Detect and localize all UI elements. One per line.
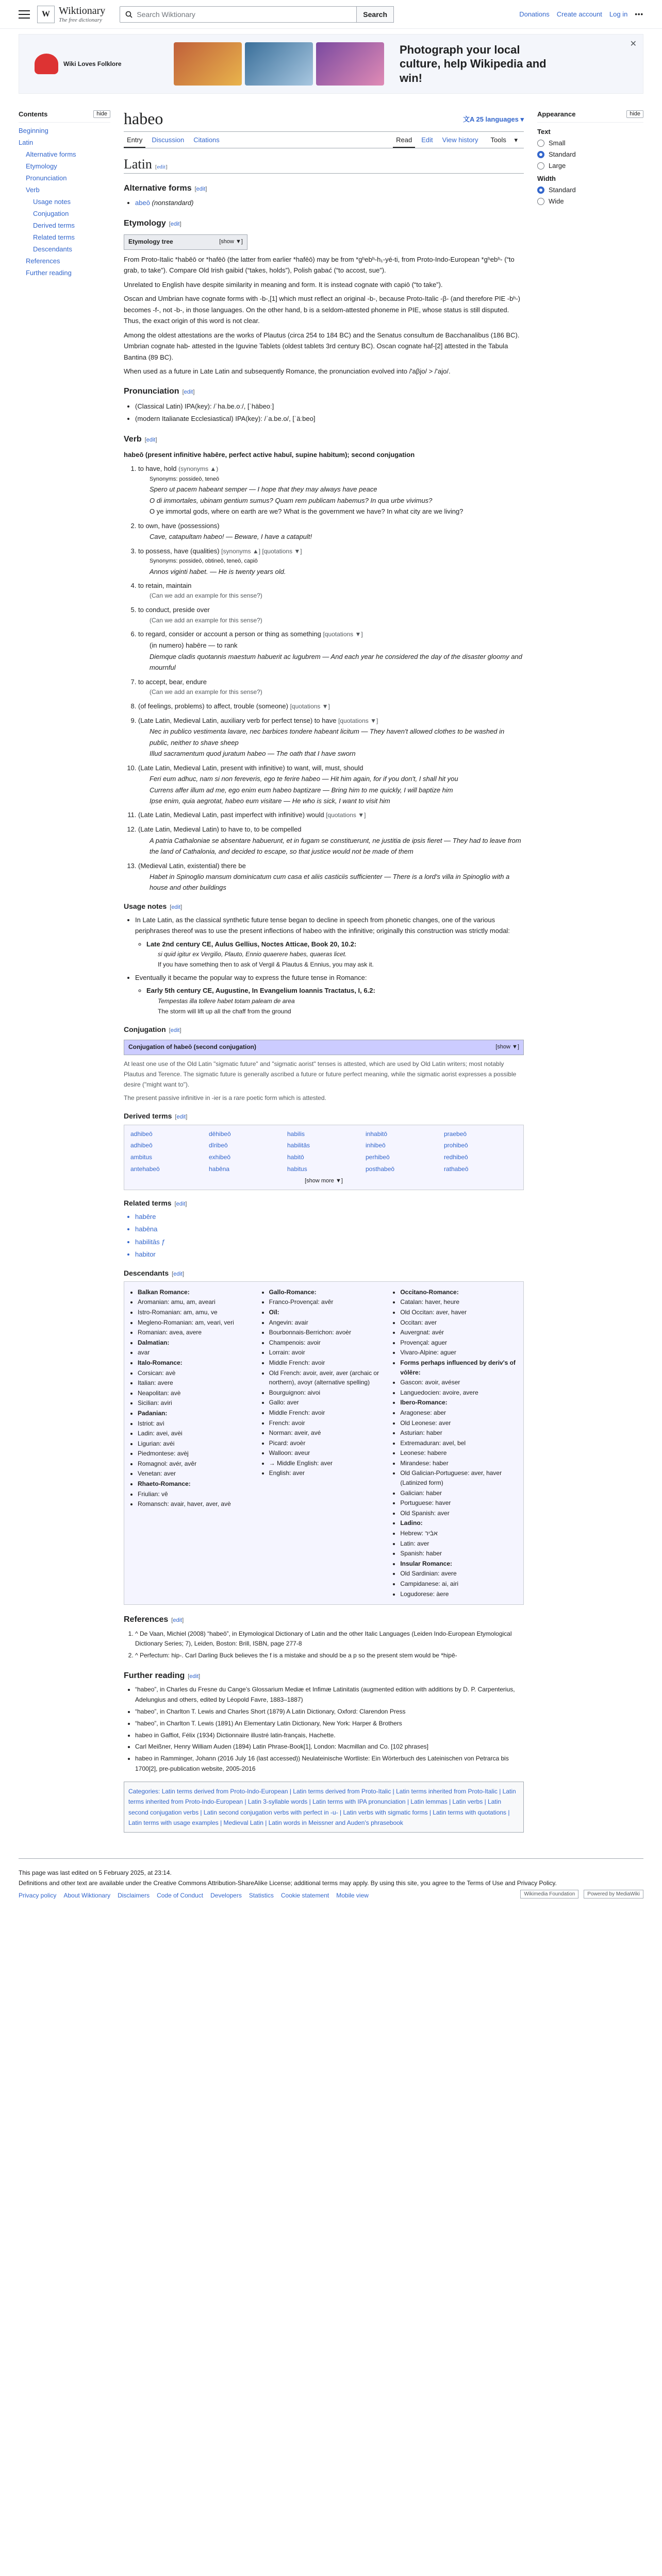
toc-item-related-terms[interactable]: Related terms — [33, 233, 75, 241]
descendant-item: • Asturian: haber — [400, 1428, 517, 1438]
license-text: Definitions and other text are available under the Creative Commons Attribution-ShareAlike License; additional terms may apply. By using this site, you agree to the Terms of Use and Privacy Policy. — [19, 1879, 557, 1887]
edit-link[interactable]: edit — [170, 221, 180, 227]
campaign-banner[interactable] — [19, 34, 643, 94]
sense-item: 4. to retain, maintain (Can we add an example for this sense?) — [138, 580, 524, 601]
language-selector[interactable]: 文A 25 languages ▾ — [462, 115, 524, 123]
toc-item-descendants[interactable]: Descendants — [33, 245, 72, 253]
sense-item: 8. (of feelings, problems) to affect, trouble (someone) [quotations ▼] — [138, 701, 524, 712]
descendants-column — [269, 1287, 386, 1599]
tab-citations[interactable]: Citations — [193, 136, 220, 144]
derived-term[interactable]: habēna — [209, 1165, 230, 1173]
toc-title: Contents — [19, 110, 48, 118]
descendant-item: • Bourbonnais-Berrichon: avoèr — [269, 1328, 386, 1337]
heart-icon — [35, 54, 58, 74]
radio-icon — [537, 198, 544, 205]
mediawiki-logo[interactable]: Powered by MediaWiki — [584, 1890, 643, 1899]
edit-link[interactable]: edit — [176, 1200, 186, 1207]
descendant-item: • Gascon: avoir, avéser — [400, 1378, 517, 1387]
section-heading: Derived terms [edit] — [124, 1112, 188, 1121]
descendant-item: • Rhaeto-Romance: — [138, 1479, 255, 1489]
more-options-icon[interactable]: ••• — [635, 10, 643, 18]
log-in-link[interactable]: Log in — [609, 10, 628, 18]
descendant-item: • Romansch: avair, haver, aver, avè — [138, 1499, 255, 1509]
footer-link[interactable]: Code of Conduct — [157, 1892, 204, 1900]
table-of-contents — [19, 101, 110, 1833]
wiktionary-logo-icon: W — [37, 6, 55, 23]
site-tagline: The free dictionary — [59, 17, 102, 23]
list-item: • abeō (nonstandard) — [135, 197, 524, 208]
descendant-item: • Bourguignon: aivoi — [269, 1388, 386, 1398]
descendant-item: • Old Occitan: aver, haver — [400, 1308, 517, 1317]
descendant-item: • Forms perhaps influenced by deriv's of vōlēre: — [400, 1358, 517, 1377]
appearance-title: Appearance — [537, 110, 576, 118]
section-heading: Descendants [edit] — [124, 1268, 185, 1277]
footer-logos — [19, 1890, 643, 1899]
derived-term[interactable]: habitus — [287, 1165, 307, 1173]
quotation: ◦ Early 5th century CE, Augustine, In Evangelium Ioannis Tractatus, I, 6.2: Tempestas illa tollere habet totam paleam de area The storm will lift up all the chaff from the ground — [146, 985, 524, 1016]
descendant-item: • Campidanese: ai, airi — [400, 1579, 517, 1589]
sense-item: 1. to have, hold (synonyms ▲) Synonyms: possideō, teneō Spero ut pacem habeant semper — I hope that they may always have peace O di immortales, ubinam gentium sumus? Quam rem publicam habemus? In qua urbe vivimus? O ye immortal gods, where on earth are we? What is the government we have? In what city are we living? — [138, 463, 524, 517]
descendant-item: • Istro-Romanian: am, amu, ve — [138, 1308, 255, 1317]
search-icon — [125, 11, 133, 18]
toc-item-derived-terms[interactable]: Derived terms — [33, 222, 75, 229]
derived-term[interactable]: ambitus — [130, 1154, 153, 1161]
derived-term[interactable]: rathabeō — [444, 1165, 469, 1173]
toc-item-further-reading[interactable]: Further reading — [26, 269, 72, 277]
footer-link[interactable]: Statistics — [249, 1892, 274, 1900]
page-tabs — [124, 132, 524, 148]
descendant-item: • Ladin: avei, avèi — [138, 1429, 255, 1438]
banner-photo — [316, 42, 384, 86]
further-reading-list — [135, 1685, 524, 1774]
create-account-link[interactable]: Create account — [556, 10, 602, 18]
sense-item: 11. (Late Latin, Medieval Latin, past imperfect with infinitive) would [quotations ▼] — [138, 809, 524, 821]
descendant-item: • Languedocien: avoire, avere — [400, 1388, 517, 1398]
derived-term[interactable]: habilitās — [287, 1142, 310, 1149]
text-size-label: Text — [537, 128, 551, 135]
derived-term[interactable]: inhibeō — [366, 1142, 386, 1149]
edit-link[interactable]: edit — [170, 1027, 180, 1034]
last-edited: This page was last edited on 5 February 2025, at 23:14. — [19, 1869, 172, 1877]
text-size-standard[interactable]: Standard — [537, 150, 643, 158]
alt-form-link[interactable]: abeō — [135, 199, 150, 207]
section-heading: Conjugation [edit] — [124, 1025, 181, 1034]
descendant-item: • Old Spanish: aver — [400, 1509, 517, 1518]
descendants-box — [124, 1281, 524, 1605]
site-header — [0, 0, 662, 29]
toc-item-pronunciation[interactable]: Pronunciation — [26, 174, 67, 182]
banner-org: Wiki Loves Folklore — [63, 60, 122, 67]
main-menu-icon[interactable] — [19, 10, 30, 19]
page-footer — [19, 1858, 643, 1919]
conjugation-note: The present passive infinitive in -ier is a rare poetic form which is attested. — [124, 1094, 326, 1101]
descendant-item: • Venetan: aver — [138, 1469, 255, 1479]
section-heading: Verb [edit] — [124, 434, 157, 444]
edit-link[interactable]: edit — [146, 436, 156, 443]
footer-link[interactable]: Mobile view — [336, 1892, 369, 1900]
derived-term[interactable]: prohibeō — [444, 1142, 468, 1149]
categories-box[interactable]: Categories: Latin terms derived from Proto-Indo-European | Latin terms derived from Proto-Italic | Latin terms inherited from Proto-Italic | Latin terms inherited from Proto-Indo-European | Latin 3-syllable words | Latin terms with IPA pronunciation | Latin lemmas | Latin verbs | Latin second conjugation verbs | Latin second conjugation verbs with perfect in -u- | Latin verbs with sigmatic forms | Latin terms with quotations | Latin terms with usage examples | Medieval Latin | Latin words in Meissner and Auden's phrasebook — [124, 1782, 524, 1833]
descendant-item: • Ligurian: avéi — [138, 1439, 255, 1449]
descendant-item: • Ladino: — [400, 1518, 517, 1528]
width-label: Width — [537, 175, 556, 182]
section-heading: Alternative forms [edit] — [124, 184, 207, 193]
descendant-item: • Sicilian: aviri — [138, 1398, 255, 1408]
section-heading: Pronunciation [edit] — [124, 387, 195, 396]
paragraph: Oscan and Umbrian have cognate forms with -b-,[1] which must reflect an original -b-, because Proto-Italic -β- (and therefore PIE -bʰ-) becomes -f-, not -b-, in those languages. On the other hand, b is a seldom-attested phoneme in PIE, whose status is still disputed. Thus, the exact origin of this word is not clear. — [124, 295, 520, 325]
sense-item: 13. (Medieval Latin, existential) there be Habet in Spinoglio mansum dominicatum cum casa et aliis casticiis sufficienter — There is a lord's villa in Spinoglio with a house and other buildings — [138, 860, 524, 893]
sense-item: 6. to regard, consider or account a person or thing as something [quotations ▼] (in numero) habēre — to rank Diemque cladis quotannis maestum habuerit ac lugubrem — And each year he considered the day of the disaster gloomy and mournful — [138, 629, 524, 673]
tab-read[interactable]: Read — [393, 132, 415, 148]
site-name: Wiktionary — [59, 5, 106, 16]
descendant-item: • Old French: avoir, aveir, aver (archaic or northern), avoyr (alternative spelling) — [269, 1368, 386, 1387]
descendant-item: • Italo-Romance: — [138, 1358, 255, 1368]
descendant-item: • Middle French: avoir — [269, 1408, 386, 1418]
banner-photo — [174, 42, 242, 86]
descendant-item: • Gallo-Romance: — [269, 1287, 386, 1297]
derived-term[interactable]: adhibeō — [130, 1130, 153, 1138]
toc-item-conjugation[interactable]: Conjugation — [33, 210, 69, 217]
derived-term[interactable]: praebeō — [444, 1130, 467, 1138]
descendant-item: • Insular Romance: — [400, 1559, 517, 1569]
descendant-item: • Balkan Romance: — [138, 1287, 255, 1297]
descendant-item: • Occitano-Romance: — [400, 1287, 517, 1297]
pronunciation-item: • (modern Italianate Ecclesiastical) IPA(key): /ˈa.be.o/, [ˈäːbeo] — [135, 413, 524, 424]
further-reading-item: • “habeo”, in Charlton T. Lewis (1891) An Elementary Latin Dictionary, New York: Harper & Brothers — [135, 1719, 524, 1729]
main-content — [110, 101, 537, 1833]
descendant-item: • Norman: aveir, avé — [269, 1428, 386, 1438]
descendant-item: • Neapolitan: avè — [138, 1388, 255, 1398]
edit-link[interactable]: edit — [184, 389, 193, 396]
section-heading: Usage notes [edit] — [124, 902, 183, 910]
banner-logo — [35, 54, 163, 74]
footer-link[interactable]: Privacy policy — [19, 1892, 57, 1900]
descendant-item: • Ibero-Romance: — [400, 1398, 517, 1408]
sense-item: 5. to conduct, preside over (Can we add an example for this sense?) — [138, 604, 524, 625]
descendant-item: • Hebrew: אבֿיר — [400, 1529, 517, 1538]
descendant-item: • Logudorese: àere — [400, 1589, 517, 1599]
personal-tools — [519, 10, 643, 18]
usage-note: • Eventually it became the popular way to express the future tense in Romance: ◦ Early 5th century CE, Augustine, In Evangelium Ioannis Tractatus, I, 6.2: Tempestas illa tollere habet totam paleam de area The storm will lift up all the chaff from the ground — [135, 972, 524, 1016]
toc-item-usage-notes[interactable]: Usage notes — [33, 198, 71, 206]
section-heading: References [edit] — [124, 1615, 184, 1624]
section-heading: Related terms [edit] — [124, 1198, 187, 1207]
descendant-item: • Spanish: haber — [400, 1549, 517, 1558]
toc-item-etymology[interactable]: Etymology — [26, 162, 57, 170]
descendant-item: • Old Sardinian: avere — [400, 1569, 517, 1579]
reference-item: 1. ^ De Vaan, Michiel (2008) “habeō”, in Etymological Dictionary of Latin and the other Italic Languages (Leiden Indo-European Etymological Dictionary Series; 7), Leiden, Boston: Brill, ISBN, page 277-8 — [135, 1629, 524, 1650]
descendant-item: • Padanian: — [138, 1409, 255, 1418]
search-placeholder: Search Wiktionary — [137, 10, 195, 19]
derived-term[interactable]: adhibeō — [130, 1142, 153, 1149]
paragraph: From Proto-Italic *habēō or *hafēō (the latter from earlier *hafēō) may be from *gʰebʰ-h₁-yé-ti, from Proto-Indo-European *gʰebʰ- (“to grab, to take”). Compare Old Irish gaibid (“takes, holds”), Polish gabać (“to accost, sue”). — [124, 256, 515, 275]
descendant-item: • Middle French: avoir — [269, 1358, 386, 1368]
related-term[interactable]: • habilitās ƒ — [135, 1236, 524, 1247]
further-reading-item: • habeo in Gaffiot, Félix (1934) Dictionnaire illustré latin-français, Hachette. — [135, 1731, 524, 1741]
descendant-item: • Gallo: aver — [269, 1398, 386, 1408]
edit-link[interactable]: edit — [189, 1673, 199, 1680]
descendant-item: • Old Leonese: aver — [400, 1418, 517, 1428]
appearance-hide-button[interactable]: hide — [626, 110, 643, 118]
radio-selected-icon — [537, 187, 544, 194]
edit-link[interactable]: edit — [173, 1617, 183, 1624]
footer-link[interactable]: Cookie statement — [280, 1892, 329, 1900]
footer-link[interactable]: About Wiktionary — [63, 1892, 111, 1900]
paragraph: When used as a future in Late Latin and subsequently Romance, the pronunciation evolved into /'aβjo/ > /'ajo/. — [124, 367, 451, 375]
related-term[interactable]: • habēre — [135, 1211, 524, 1222]
radio-icon — [537, 140, 544, 147]
banner-cta: Photograph your local culture, help Wikipedia and win! — [400, 43, 547, 84]
usage-note: • In Late Latin, as the classical synthetic future tense began to decline in speech from phonetic changes, one of the various periphrases thereof was to use the present inflections of habeo with the infinitive; originally this construction was strictly modal: ◦ Late 2nd century CE, Aulus Gellius, Noctes Atticae, Book 20, 10.2: si quid igitur ex Vergilio, Plauto, Ennio quaerere habes, quaeras licet. If you have something then to ask of Vergil & Plautus & Ennius, you may ask it. — [135, 914, 524, 970]
descendant-item: • Oïl: — [269, 1308, 386, 1317]
section-heading: Latin [edit] — [124, 157, 524, 174]
descendant-item: • Galician: haber — [400, 1488, 517, 1498]
paragraph: Unrelated to English have despite similarity in meaning and form. It is instead cognate with capiō (“to take”). — [124, 280, 443, 289]
reference-item: 2. ^ Perfectum: hip-. Carl Darling Buck believes the f is a mistake and should be a p so the present stem would be *hipē- — [135, 1651, 524, 1661]
derived-term[interactable]: perhibeō — [366, 1154, 390, 1161]
tab-edit[interactable]: Edit — [421, 136, 433, 144]
descendant-item: • Franco-Provençal: avêr — [269, 1297, 386, 1307]
show-more-button[interactable]: [show more ▼] — [305, 1177, 343, 1184]
pronunciation-item: • (Classical Latin) IPA(key): /ˈha.be.oː/, [ˈhäbeoː] — [135, 401, 524, 412]
related-term[interactable]: • habēna — [135, 1224, 524, 1234]
further-reading-item: • Carl Meißner, Henry William Auden (1894) Latin Phrase-Book[1], London: Macmillan and Co. [102 phrases] — [135, 1742, 524, 1752]
page-title: habeo — [124, 109, 163, 128]
edit-link[interactable]: edit — [173, 1270, 183, 1277]
descendant-item: • Mirandese: haber — [400, 1459, 517, 1468]
search-form — [120, 6, 394, 23]
descendant-item: • Aromanian: amu, am, aveari — [138, 1297, 255, 1307]
further-reading-item: • habeo in Ramminger, Johann (2016 July 16 (last accessed)) Neulateinische Wortliste: Ein Wörterbuch des Lateinischen von Petrarca bis 1700[2], pre-publication website, 2005-2016 — [135, 1754, 524, 1774]
descendants-column — [138, 1287, 255, 1599]
tab-entry[interactable]: Entry — [124, 132, 145, 148]
derived-term[interactable]: exhibeō — [209, 1154, 231, 1161]
edit-link[interactable]: edit — [171, 904, 181, 910]
derived-term[interactable]: habitō — [287, 1154, 304, 1161]
wikimedia-logo[interactable]: Wikimedia Foundation — [520, 1890, 578, 1899]
descendant-item: • avar — [138, 1348, 255, 1358]
descendant-item: • Provençal: aguer — [400, 1338, 517, 1348]
translate-icon: 文A — [462, 115, 476, 123]
headword-line: habeō (present infinitive habēre, perfect active habuī, supine habitum); second conjugation — [124, 451, 415, 459]
descendant-item: • Catalan: haver, heure — [400, 1297, 517, 1307]
conjugation-table[interactable]: Conjugation of habeō (second conjugation) [show ▼] — [124, 1040, 524, 1055]
banner-photos — [174, 42, 384, 86]
appearance-panel — [537, 101, 643, 1833]
derived-term[interactable]: habilis — [287, 1130, 305, 1138]
descendant-item: • Piedmontese: avèj — [138, 1449, 255, 1459]
sense-item: 3. to possess, have (qualities) [synonyms ▲] [quotations ▼] Synonyms: possideō, obtineō, teneō, capiō Annos viginti habet. — He is twenty years old. — [138, 546, 524, 577]
sense-item: 7. to accept, bear, endure (Can we add an example for this sense?) — [138, 676, 524, 698]
descendant-item: • Champenois: avoir — [269, 1338, 386, 1348]
descendant-item: • Corsican: avè — [138, 1368, 255, 1378]
descendant-item: • Angevin: avair — [269, 1318, 386, 1328]
section-heading: Further reading [edit] — [124, 1671, 201, 1680]
search-input[interactable] — [120, 6, 357, 23]
sense-item: 2. to own, have (possessions) Cave, catapultam habeo! — Beware, I have a catapult! — [138, 520, 524, 543]
descendant-item: • Extremaduran: avel, bel — [400, 1438, 517, 1448]
site-logo[interactable] — [37, 5, 105, 23]
descendant-item: • Auvergnat: avér — [400, 1328, 517, 1337]
language-count: 25 languages — [476, 115, 519, 123]
sense-item: 9. (Late Latin, Medieval Latin, auxiliary verb for perfect tense) to have [quotations ▼] Nec in publico vestimenta lavare, nec barbices tondere habeant licitum — They haven't allowed clothes to be washed in public, neither to shave sheep Illud sacramentum quod juratum habeo — The oath that I have sworn — [138, 715, 524, 759]
text-size-small[interactable]: Small — [537, 139, 643, 147]
width-standard[interactable]: Standard — [537, 186, 643, 194]
sense-list — [138, 463, 524, 893]
descendant-item: • Picard: avoèr — [269, 1438, 386, 1448]
footer-link[interactable]: Developers — [210, 1892, 242, 1900]
sense-item: 10. (Late Latin, Medieval Latin, present with infinitive) to want, will, must, should Feri eum adhuc, nam si non fereveris, ego te ferire habeo — Hit him again, for if you don't, I shall hit you Currens affer illum ad me, ego enim eum habeo baptizare — Bring him to me quickly, I will baptize him Ipse enim, quia aegrotat, habeo eum visitare — He who is sick, I want to visit him — [138, 762, 524, 807]
width-wide[interactable]: Wide — [537, 197, 643, 205]
derived-term[interactable]: antehabeō — [130, 1165, 160, 1173]
etymology-tree-box[interactable]: Etymology tree [show ▼] — [124, 234, 247, 250]
entry-body — [124, 157, 524, 1833]
descendant-item: • Lorrain: avoir — [269, 1348, 386, 1358]
radio-selected-icon — [537, 151, 544, 158]
descendants-column — [400, 1287, 517, 1599]
edit-link[interactable]: edit — [196, 186, 206, 192]
descendant-item: • → Middle English: aver — [269, 1459, 386, 1468]
toc-item-beginning[interactable]: Beginning — [19, 127, 48, 134]
text-size-large[interactable]: Large — [537, 162, 643, 170]
page-title-bar — [124, 101, 524, 132]
descendant-item: • Italian: avere — [138, 1378, 255, 1388]
quotation: ◦ Late 2nd century CE, Aulus Gellius, Noctes Atticae, Book 20, 10.2: si quid igitur ex Vergilio, Plauto, Ennio quaerere habes, quaeras licet. If you have something then to ask of Vergil & Plautus & Ennius, you may ask it. — [146, 939, 524, 970]
search-button[interactable]: Search — [356, 6, 394, 23]
derived-terms-box — [124, 1125, 524, 1190]
derived-term[interactable]: inhabitō — [366, 1130, 388, 1138]
derived-term[interactable]: posthabeō — [366, 1165, 395, 1173]
radio-icon — [537, 162, 544, 170]
derived-term[interactable]: dēhibeō — [209, 1130, 231, 1138]
descendant-item: • Latin: aver — [400, 1539, 517, 1549]
paragraph: Among the oldest attestations are the works of Plautus (circa 254 to 184 BC) and the Senatus consultum de Bacchanalibus (186 BC). Umbrian cognate hab- attested in the Iguvine Tablets (oldest tablets 3rd century BC). Oscan cognate haf-[2] attested in the Tabula Bantina (89 BC). — [124, 331, 520, 361]
edit-link[interactable]: edit — [176, 1114, 186, 1121]
descendant-item: • Vivaro-Alpine: aguer — [400, 1348, 517, 1358]
descendant-item: • Leonese: habere — [400, 1448, 517, 1458]
edit-link[interactable]: edit — [157, 164, 166, 170]
derived-term[interactable]: dīribeō — [209, 1142, 228, 1149]
related-term[interactable]: • habitor — [135, 1249, 524, 1260]
descendant-item: • Portuguese: haver — [400, 1498, 517, 1508]
descendant-item: • Friulian: vê — [138, 1489, 255, 1499]
derived-term[interactable]: redhibeō — [444, 1154, 468, 1161]
close-icon[interactable]: ✕ — [630, 40, 637, 48]
toc-hide-button[interactable]: hide — [93, 110, 110, 118]
footer-link[interactable]: Disclaimers — [118, 1892, 150, 1900]
descendant-item: • Occitan: aver — [400, 1318, 517, 1328]
descendant-item: • Megleno-Romanian: am, veari, veri — [138, 1318, 255, 1328]
descendant-item: • Walloon: aveur — [269, 1448, 386, 1458]
related-terms-list — [135, 1211, 524, 1260]
descendant-item: • Istriot: avì — [138, 1419, 255, 1429]
toc-item-latin[interactable]: Latin — [19, 139, 34, 146]
sense-item: 12. (Late Latin, Medieval Latin) to have to, to be compelled A patria Cathaloniae se absentare habuerunt, et in fugam se constituerunt, ne justitia de ipsis fieret — They had to leave from the land of Cathalonia, and decided to escape, so that justice would not be made of them — [138, 824, 524, 857]
descendant-item: • English: aver — [269, 1468, 386, 1478]
tab-history[interactable]: View history — [442, 136, 478, 144]
descendant-item: • French: avoir — [269, 1418, 386, 1428]
tab-discussion[interactable]: Discussion — [152, 136, 185, 144]
descendant-item: • Romagnol: avér, avêr — [138, 1459, 255, 1469]
descendant-item: • Aragonese: aber — [400, 1408, 517, 1418]
conjugation-note: At least one use of the Old Latin "sigmatic future" and "sigmatic aorist" tenses is attested, which are used by Old Latin writers; most notably Plautus and Terence. The sigmatic future is generally ascribed a future or future perfect meaning, while the sigmatic aorist expresses a possible desire ("might want to"). — [124, 1060, 517, 1088]
references-list — [135, 1629, 524, 1661]
further-reading-item: • “habeo”, in Charles du Fresne du Cange’s Glossarium Mediæ et Infimæ Latinitatis (augmented edition with additions by D. P. Carpenterius, Adelungius and others, edited by Léopold Favre, 1883–1887) — [135, 1685, 524, 1705]
descendant-item: • Romanian: avea, avere — [138, 1328, 255, 1337]
donations-link[interactable]: Donations — [519, 10, 550, 18]
toc-item-alternative-forms[interactable]: Alternative forms — [26, 150, 76, 158]
toc-item-references[interactable]: References — [26, 257, 60, 265]
banner-photo — [245, 42, 313, 86]
tools-menu[interactable]: Tools ▾ — [490, 136, 518, 144]
descendant-item: • Dalmatian: — [138, 1338, 255, 1348]
section-heading: Etymology [edit] — [124, 218, 181, 228]
further-reading-item: • “habeo”, in Charlton T. Lewis and Charles Short (1879) A Latin Dictionary, Oxford: Clarendon Press — [135, 1707, 524, 1717]
descendant-item: • Old Galician-Portuguese: aver, haver (Latinized form) — [400, 1468, 517, 1487]
toc-item-verb[interactable]: Verb — [26, 186, 40, 194]
